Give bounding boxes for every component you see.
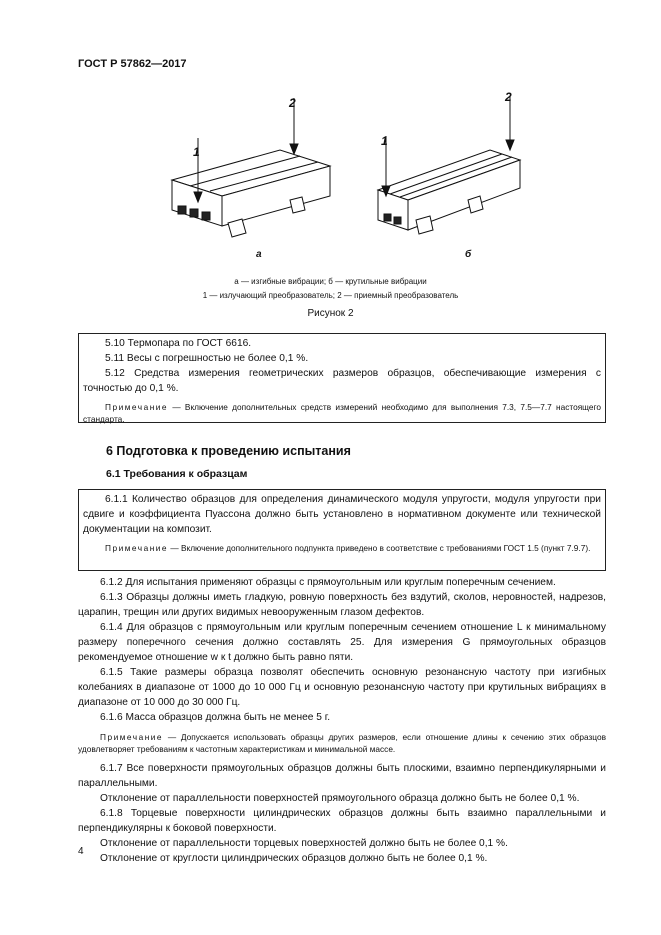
box1-line-5-11: 5.11 Весы с погрешностью не более 0,1 %. bbox=[105, 353, 309, 364]
note-text: — Включение дополнительного подпункта приведено в соответствие с требованиями ГОСТ 1.5 (пункт 7.9.7). bbox=[168, 543, 591, 553]
paragraph-deviation-ends: Отклонение от параллельности торцевых поверхностей должно быть не более 0,1 %. bbox=[100, 838, 508, 849]
box1-line-5-10: 5.10 Термопара по ГОСТ 6616. bbox=[105, 338, 252, 349]
section-title: 6 Подготовка к проведению испытания bbox=[106, 444, 351, 458]
figure-caption-line2: 1 — излучающий преобразователь; 2 — приемный преобразователь bbox=[202, 291, 459, 300]
subfigure-label-b: б bbox=[465, 249, 472, 260]
paragraph-deviation-rect: Отклонение от параллельности поверхностей прямоугольного образца должно быть не более 0,1 %. bbox=[100, 793, 580, 804]
paragraph-6-1-2: 6.1.2 Для испытания применяют образцы с прямоугольным или круглым поперечным сечением. bbox=[100, 577, 556, 588]
note-text: — Включение дополнительных средств измерений необходимо для выполнения 7.3, 7.5—7.7 настоящего стандарта. bbox=[83, 402, 601, 424]
box2-note bbox=[83, 542, 601, 554]
box2-paragraph: 6.1.1 Количество образцов для определения динамического модуля упругости, модуля упругости при сдвиге и коэффициента Пуассона должно быть установлено в нормативном документе или технической документации на композит. bbox=[83, 494, 601, 535]
body-text bbox=[78, 575, 606, 866]
inserted-text-box-1 bbox=[78, 333, 606, 423]
paragraph-6-1-5: 6.1.5 Такие размеры образца позволят обеспечить основную резонансную частоту при изгибных колебаниях в диапазоне от 1000 до 10 000 Гц и основную резонансную частоту при крутильных вибрациях в диапазоне от 10 000 до 30 000 Гц. bbox=[78, 667, 606, 708]
paragraph-6-1-7: 6.1.7 Все поверхности прямоугольных образцов должны быть плоскими, взаимно перпендикулярными и параллельными. bbox=[78, 763, 606, 789]
page-number: 4 bbox=[78, 846, 84, 857]
box1-line-5-12: 5.12 Средства измерения геометрических размеров образцов, обеспечивающие измерения с точностью до 0,1 %. bbox=[83, 368, 601, 394]
note-label: Примечание bbox=[105, 543, 169, 553]
note-text: — Допускается использовать образцы других размеров, если отношение длины к сечению этих образцов удовлетворяет требованиям к частотным характеристикам и минимальной массе. bbox=[78, 732, 606, 754]
figure-label-1-b: 1 bbox=[381, 134, 388, 148]
subsection-title: 6.1 Требования к образцам bbox=[106, 468, 248, 480]
note-3 bbox=[78, 731, 606, 755]
paragraph-deviation-roundness: Отклонение от круглости цилиндрических образцов должно быть не более 0,1 %. bbox=[100, 853, 488, 864]
subfigure-label-a: а bbox=[256, 249, 262, 260]
note-label: Примечание bbox=[105, 402, 169, 412]
figure-caption-line1: а — изгибные вибрации; б — крутильные вибрации bbox=[234, 277, 427, 286]
inserted-text-box-2 bbox=[78, 489, 606, 571]
diagram-b bbox=[378, 96, 520, 234]
figure-label-2-a: 2 bbox=[289, 96, 296, 110]
diagram-a bbox=[172, 98, 330, 237]
paragraph-6-1-8: 6.1.8 Торцевые поверхности цилиндрических образцов должны быть взаимно параллельными и перпендикулярны к боковой поверхности. bbox=[78, 808, 606, 834]
document-code: ГОСТ Р 57862—2017 bbox=[78, 58, 187, 70]
figure-specimen-diagram bbox=[150, 88, 530, 278]
box1-note bbox=[83, 401, 601, 425]
figure-label-1-a: 1 bbox=[193, 145, 200, 159]
note-label: Примечание bbox=[100, 732, 164, 742]
figure-label-2-b: 2 bbox=[505, 90, 512, 104]
paragraph-6-1-6: 6.1.6 Масса образцов должна быть не менее 5 г. bbox=[100, 712, 331, 723]
figure-title: Рисунок 2 bbox=[307, 308, 354, 319]
paragraph-6-1-4: 6.1.4 Для образцов с прямоугольным или круглым поперечным сечением отношение L к минимальному размеру поперечного сечения должно составлять 25. Для измерения G прямоугольных образцов рекомендуемое отношение w к t должно быть равно пяти. bbox=[78, 622, 606, 663]
paragraph-6-1-3: 6.1.3 Образцы должны иметь гладкую, ровную поверхность без вздутий, сколов, неровностей, надрезов, царапин, трещин или других видимых невооруженным глазом дефектов. bbox=[78, 592, 606, 618]
